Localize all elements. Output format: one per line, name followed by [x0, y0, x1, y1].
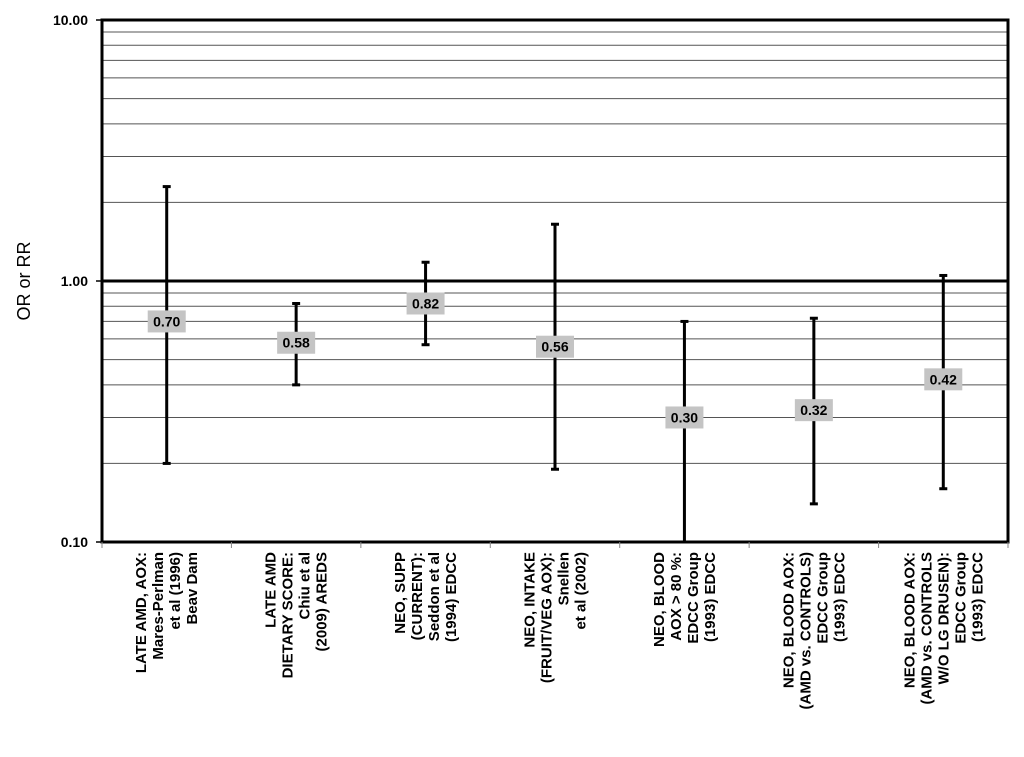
category-label-line: EDCC Group: [952, 552, 970, 644]
category-label-line: et al (1996): [167, 552, 185, 630]
category-label-line: (1993) EDCC: [969, 552, 987, 643]
category-label-line: (1993) EDCC: [701, 552, 719, 643]
category-label-line: Seddon et al: [426, 552, 444, 642]
data-label: 0.58: [282, 334, 310, 351]
category-label-line: NEO, BLOOD AOX:: [780, 552, 798, 689]
category-labels: [133, 552, 986, 710]
category-label-line: (FRUIT/VEG AOX):: [538, 552, 556, 684]
category-label-line: (2009) AREDS: [313, 552, 331, 652]
y-tick-label: 0.10: [60, 534, 88, 550]
category-label-line: NEO, BLOOD: [650, 552, 668, 648]
data-label: 0.42: [929, 371, 957, 388]
y-axis-ticks: [53, 12, 102, 550]
data-label: 0.32: [800, 402, 828, 419]
category-label-line: Beav Dam: [184, 552, 202, 625]
category-label-line: et al (2002): [572, 552, 590, 630]
category-label-line: (CURRENT):: [409, 552, 427, 641]
category-label: [263, 552, 331, 679]
data-label: 0.56: [541, 338, 569, 355]
category-label-line: Snellen: [555, 552, 573, 606]
category-label: [522, 552, 590, 683]
category-label-line: (AMD vs. CONTROLS: [918, 552, 936, 705]
category-label-line: LATE AMD, AOX:: [133, 552, 151, 674]
category-label-line: EDCC Group: [684, 552, 702, 644]
category-label-line: (1993) EDCC: [831, 552, 849, 643]
category-label-line: EDCC Group: [814, 552, 832, 644]
category-label-line: (AMD vs. CONTROLS): [797, 552, 815, 710]
y-axis-title: OR or RR: [14, 241, 34, 321]
category-label-line: LATE AMD: [262, 552, 280, 628]
category-label: [133, 552, 201, 673]
category-label: [651, 552, 719, 647]
category-label-line: NEO, INTAKE: [521, 552, 539, 648]
category-label-line: NEO, BLOOD AOX:: [901, 552, 919, 689]
data-label: 0.30: [670, 409, 699, 426]
y-tick-label: 1.00: [60, 273, 88, 289]
category-label-line: Chiu et al: [296, 552, 314, 620]
category-label: [901, 552, 986, 705]
data-label: 0.70: [153, 313, 181, 330]
category-label: [780, 552, 848, 710]
y-tick-label: 10.00: [52, 12, 88, 28]
data-label: 0.82: [411, 295, 440, 312]
category-label: [392, 552, 460, 642]
category-label-line: W/O LG DRUSEN):: [935, 552, 953, 685]
error-bars: [163, 187, 948, 542]
category-label-line: AOX > 80 %:: [667, 552, 685, 641]
category-label-line: NEO, SUPP: [392, 552, 410, 634]
category-label-line: (1994) EDCC: [443, 552, 461, 643]
category-label-line: Mares-Perlman: [150, 552, 168, 660]
category-label-line: DIETARY SCORE:: [279, 552, 297, 679]
